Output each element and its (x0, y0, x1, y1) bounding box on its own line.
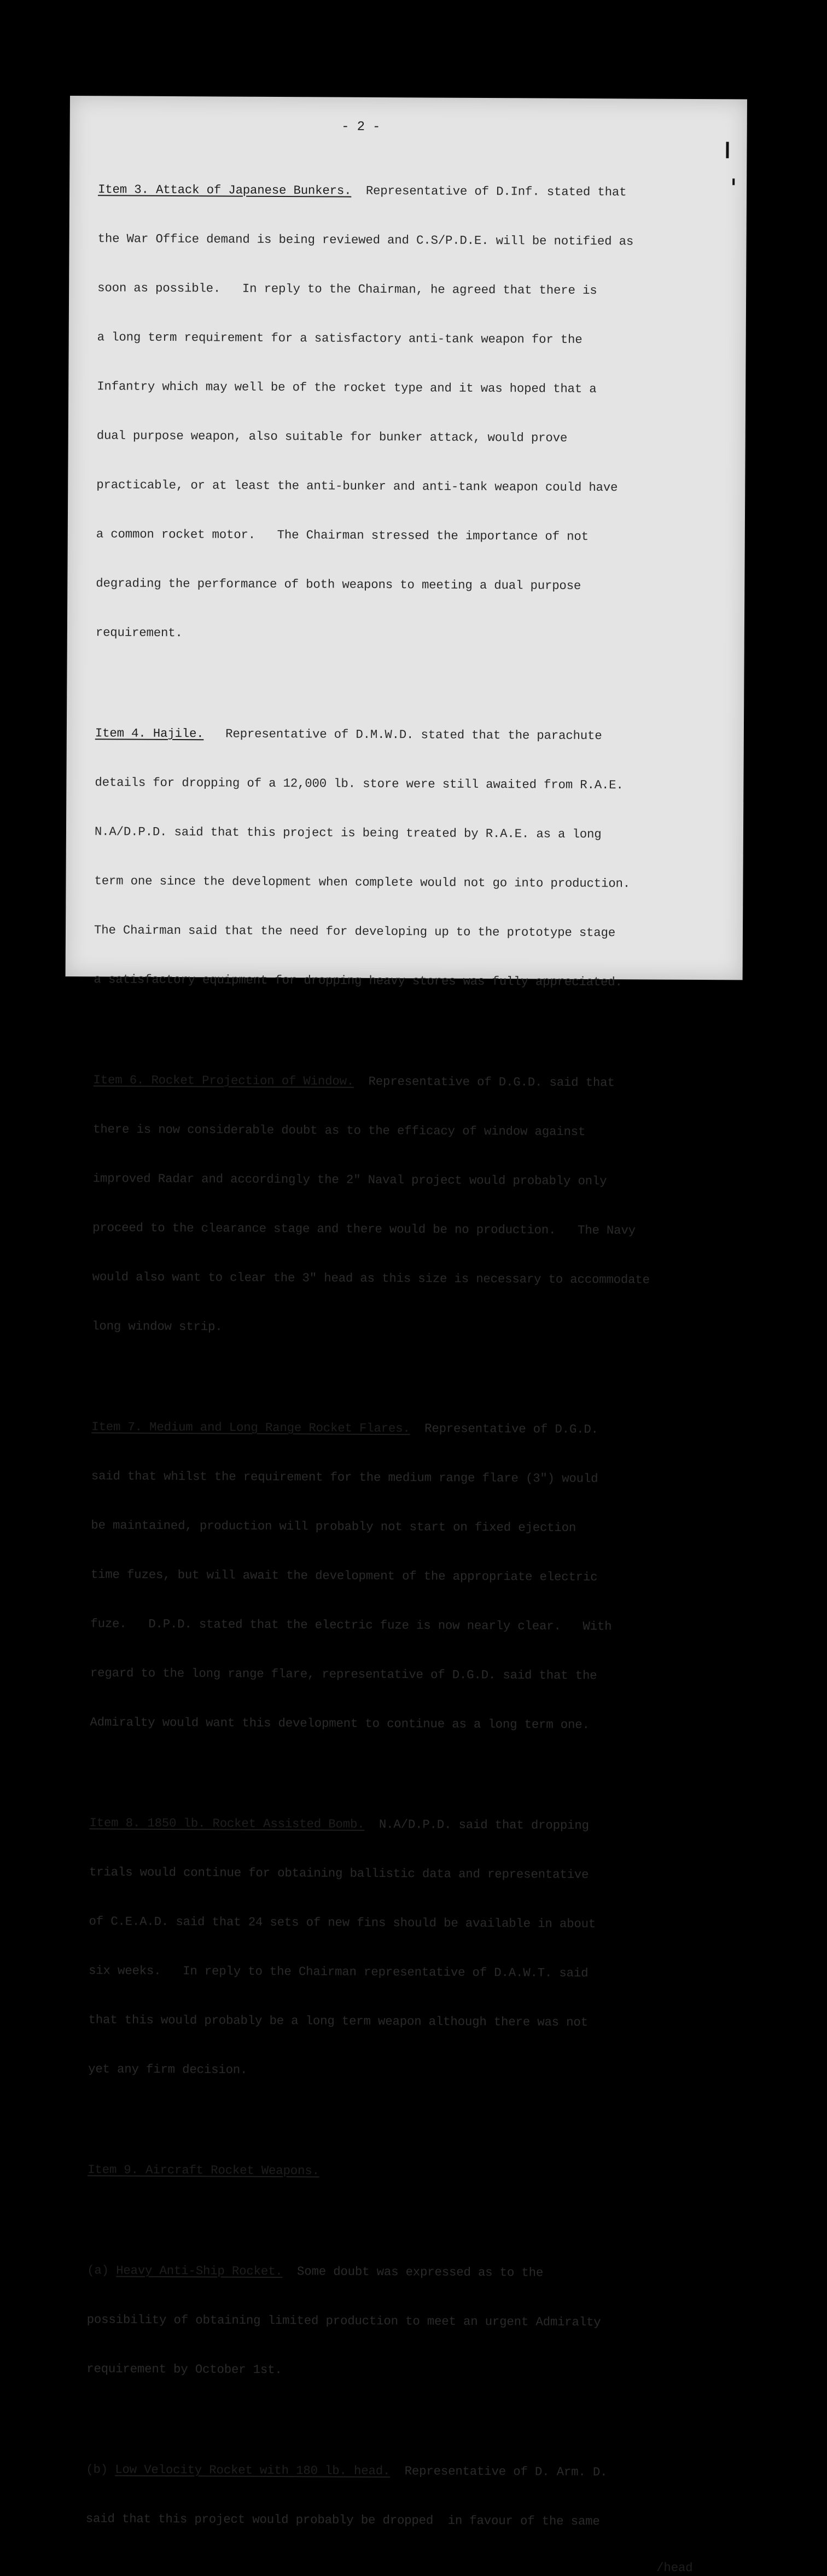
item-heading: Item 4. Hajile. (95, 726, 204, 741)
item-heading: Item 9. Aircraft Rocket Weapons. (88, 2162, 319, 2178)
item-paragraph: Item 7. Medium and Long Range Rocket Flares. Representative of D.G.D. said that whilst the requirement for the medium range flare (3") would be maintained, production will probably not start on fixed ejection time fuzes, but will await the development of the appropriate electric fuze. D.P.D. stated that the electric fuze is now nearly clear. With regard to the long range flare, representative of D.G.D. said that the Admiralty would want this development to continue as a long term one. (90, 1420, 612, 1732)
item-paragraph: Item 6. Rocket Projection of Window. Representative of D.G.D. said that there is now considerable doubt as to the efficacy of window against improved Radar and accordingly the 2" Naval project would probably only proceed to the clearance stage and there would be no production. The Navy would also want to clear the 3" head as this size is necessary to accommodate long window strip. (92, 1073, 650, 1334)
sub-item-paragraph: (a) Heavy Anti-Ship Rocket. Some doubt was expressed as to the possibility of obtaining limited production to meet an urgent Admiralty requirement by October 1st. (86, 2263, 601, 2377)
item-paragraph: Item 3. Attack of Japanese Bunkers. Representative of D.Inf. stated that the War Office demand is being reviewed and C.S/P.D.E. will be notified as soon as possible. In reply to the Chairman, he agreed that there is a long term requirement for a satisfactory anti-tank weapon for the Infantry which may well be of the rocket type and it was hoped that a dual purpose weapon, also suitable for bunker attack, would prove practicable, or at least the anti-bunker and anti-tank weapon could have a common rocket motor. The Chairman stressed the importance of not degrading the performance of both weapons to meeting a dual purpose requirement. (95, 182, 634, 641)
item-heading: Item 8. 1850 lb. Rocket Assisted Bomb. (89, 1816, 365, 1831)
sub-item-label: (a) (87, 2263, 117, 2278)
item-paragraph: Item 8. 1850 lb. Rocket Assisted Bomb. N.A/D.P.D. said that dropping trials would continue for obtaining ballistic data and representative of C.E.A.D. said that 24 sets of new fins should be available in about six weeks. In reply to the Chairman representative of D.A.W.T. said that this would probably be a long term weapon although there was not yet any firm decision. (88, 1816, 596, 2077)
sub-item-paragraph: (b) Low Velocity Rocket with 180 lb. head. Representative of D. Arm. D. said that this project would probably be dropped in favour of the same (85, 2462, 608, 2529)
sub-item-label: (b) (86, 2462, 115, 2477)
document-page (66, 96, 747, 2575)
item-paragraph (88, 2129, 733, 2214)
item-heading: Item 7. Medium and Long Range Rocket Flares. (91, 1420, 410, 1436)
page-number: - 2 - (341, 119, 381, 135)
sub-item-heading: Heavy Anti-Ship Rocket. (116, 2263, 283, 2279)
sub-item-heading: Low Velocity Rocket with 180 lb. head. (115, 2462, 391, 2479)
item-paragraph: Item 4. Hajile. Representative of D.M.W.D. stated that the parachute details for dropping of a 12,000 lb. store were still awaited from R.A.E. N.A/D.P.D. said that this project is being treated by R.A.E. as a long term one since the development when complete would not go into production. The Chairman said that the need for developing up to the prototype stage a satisfactory equipment for dropping heavy stores was fully appreciated. (94, 726, 631, 990)
continuation-catchword: /head (656, 2560, 693, 2575)
item-heading: Item 6. Rocket Projection of Window. (93, 1073, 354, 1089)
item-heading: Item 3. Attack of Japanese Bunkers. (98, 182, 352, 198)
document-body (85, 118, 743, 2576)
